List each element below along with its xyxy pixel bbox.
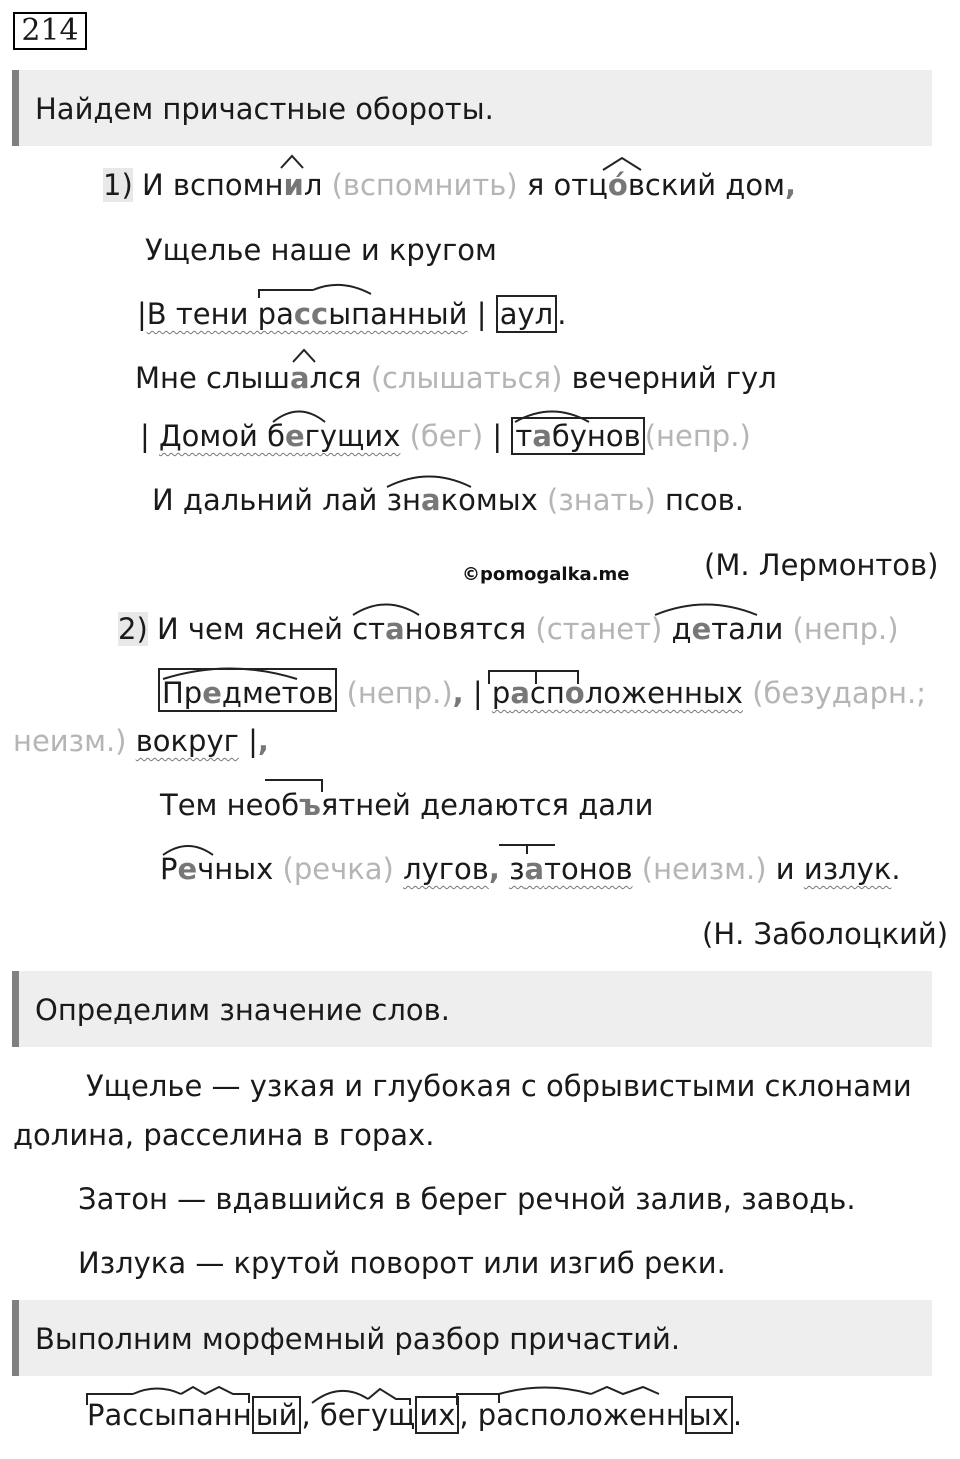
poem2-line5 — [160, 852, 901, 886]
defined-word — [511, 417, 644, 455]
text: | — [476, 297, 487, 331]
text: комых — [440, 483, 538, 517]
text: ятней делаются дали — [320, 788, 654, 822]
text: а — [385, 612, 405, 646]
defined-word — [158, 668, 337, 712]
text: и — [283, 168, 304, 202]
definition-line: Ущелье — узкая и глубокая с обрывистыми склонами — [86, 1069, 912, 1103]
text — [509, 852, 632, 886]
section-title: Найдем причастные обороты. — [35, 92, 494, 126]
definition-line: Излука — крутой поворот или изгиб реки. — [78, 1246, 726, 1280]
text: дметов — [221, 676, 334, 710]
text: Домой б — [159, 419, 285, 453]
text: Мне слыш — [135, 361, 290, 395]
text: , — [488, 852, 500, 886]
text: . — [732, 1398, 743, 1432]
text: | — [140, 419, 150, 453]
text: , — [784, 168, 796, 202]
text: Пр — [162, 676, 203, 710]
text: е — [691, 612, 712, 646]
participle-phrase: вокруг — [135, 724, 239, 758]
text: сп — [529, 676, 565, 710]
text: сс — [293, 297, 329, 331]
poem1-line6 — [152, 483, 744, 517]
text: , — [257, 724, 269, 758]
text: новятся — [404, 612, 527, 646]
poem2-line1 — [118, 612, 899, 646]
text: чных — [197, 852, 274, 886]
text: | — [472, 676, 483, 710]
text: | — [492, 419, 503, 453]
author-lermontov: (М. Лермонтов) — [704, 548, 939, 582]
text: т — [515, 419, 533, 453]
text: бунов — [551, 419, 641, 453]
text: е — [284, 419, 305, 453]
text: л — [303, 168, 323, 202]
text: лся — [309, 361, 362, 395]
ending: их — [415, 1396, 459, 1434]
hint: (непр.) — [792, 612, 899, 646]
text: а — [532, 419, 552, 453]
text: | — [137, 297, 147, 331]
text: ыпанный — [328, 297, 468, 331]
text: р — [491, 676, 511, 710]
stem: бегущ — [319, 1398, 416, 1432]
text: а — [289, 361, 310, 395]
text: ъ — [299, 788, 321, 822]
section-header-morph — [12, 1300, 932, 1376]
poem2-line3 — [13, 724, 269, 758]
text: о — [564, 676, 585, 710]
text: а — [421, 483, 441, 517]
section-title: Определим значение слов. — [35, 993, 450, 1027]
watermark: ©pomogalka.me — [462, 564, 630, 585]
text: а — [524, 852, 545, 886]
morph-words — [87, 1398, 743, 1432]
text: И дальний лай зн — [152, 483, 421, 517]
definition-line: долина, расселина в горах. — [13, 1118, 435, 1152]
text: д — [671, 612, 692, 646]
text: Тем необ — [160, 788, 300, 822]
text: | — [248, 724, 258, 758]
text: вечерний гул — [571, 361, 777, 395]
poem1-number: 1) — [103, 168, 133, 202]
text: е — [177, 852, 198, 886]
text: гущих — [304, 419, 401, 453]
poem2-line4 — [160, 788, 654, 822]
poem2-line2 — [158, 676, 926, 710]
ending: ых — [685, 1396, 733, 1434]
text: тонов — [544, 852, 633, 886]
definition-line: Затон — вдавшийся в берег речной залив, заводь. — [78, 1182, 856, 1216]
text: И чем ясней ст — [156, 612, 386, 646]
defined-word: аул — [496, 295, 557, 333]
text: псов. — [664, 483, 744, 517]
text: я отц — [526, 168, 608, 202]
text: вский дом — [627, 168, 785, 202]
hint: неизм.) — [13, 724, 127, 758]
text: И вспомн — [141, 168, 284, 202]
poem1-line1 — [103, 168, 796, 202]
section-title: Выполним морфемный разбор причастий. — [35, 1322, 681, 1356]
text: ó — [607, 168, 628, 202]
text: и — [775, 852, 795, 886]
text: , — [452, 676, 464, 710]
poem1-line4 — [135, 361, 777, 395]
text: лугов — [403, 852, 489, 886]
hint: (бег) — [409, 419, 484, 453]
text: а — [510, 676, 530, 710]
poem1-line5 — [140, 419, 751, 453]
text: излук — [803, 852, 892, 886]
text: Р — [160, 852, 178, 886]
section-header-meaning — [12, 971, 932, 1047]
participle-phrase — [159, 419, 400, 453]
hint: (знать) — [547, 483, 656, 517]
poem1-line2: Ущелье наше и кругом — [145, 233, 497, 267]
poem1-line3 — [137, 297, 567, 331]
text: з — [509, 852, 525, 886]
text: В тени ра — [146, 297, 294, 331]
hint: (непр.) — [346, 676, 453, 710]
text: е — [202, 676, 222, 710]
poem2-number: 2) — [118, 612, 148, 646]
hint: (неизм.) — [641, 852, 767, 886]
text: . — [557, 297, 567, 331]
hint: (безударн.; — [752, 676, 926, 710]
text: . — [891, 852, 901, 886]
participle — [492, 676, 743, 710]
section-header-find — [12, 70, 932, 146]
hint: (слышаться) — [370, 361, 563, 395]
hint: (непр.) — [644, 419, 751, 453]
text: , — [459, 1398, 469, 1432]
participle-phrase — [147, 297, 468, 331]
hint: (вспомнить) — [331, 168, 518, 202]
stem: расположенн — [477, 1398, 685, 1432]
stem: Рассыпанн — [87, 1398, 252, 1432]
task-number: 214 — [13, 12, 87, 50]
text: ложенных — [584, 676, 743, 710]
text: , — [301, 1398, 311, 1432]
text: тали — [711, 612, 784, 646]
ending: ый — [252, 1396, 302, 1434]
author-zabolotsky: (Н. Заболоцкий) — [702, 917, 949, 951]
hint: (станет) — [535, 612, 663, 646]
hint: (речка) — [282, 852, 394, 886]
